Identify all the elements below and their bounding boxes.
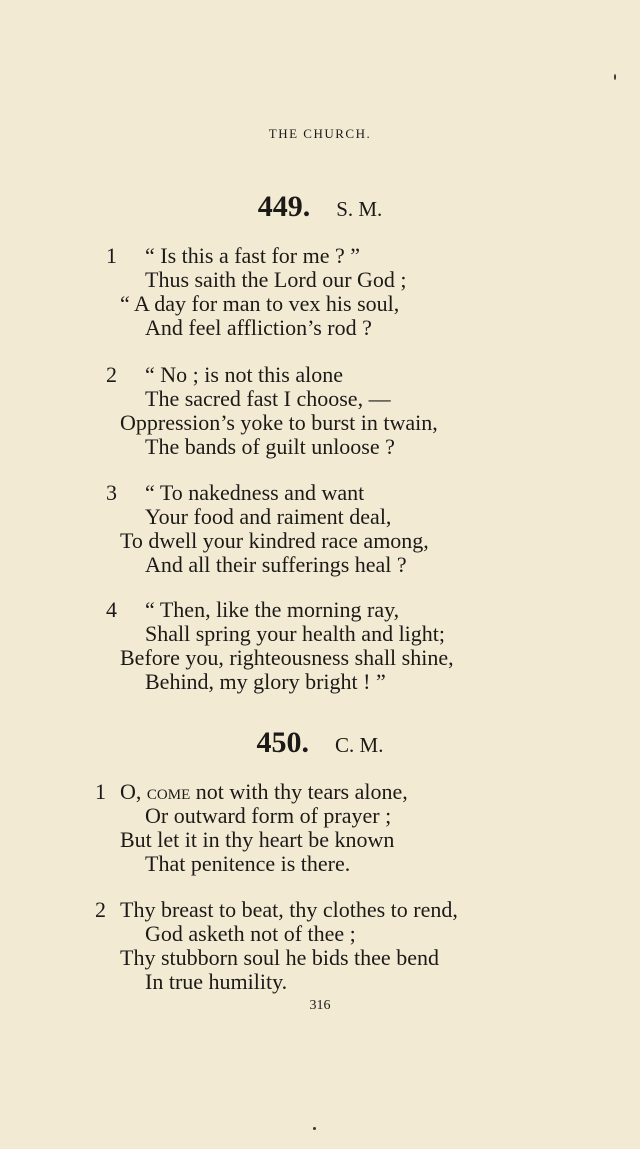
verse-line: Thy breast to beat, thy clothes to rend, (120, 897, 458, 922)
ink-speck (313, 1127, 316, 1130)
verse-line: “ No ; is not this alone (145, 362, 343, 387)
verse-line: “ Then, like the morning ray, (145, 597, 400, 622)
hymn-number: 450. (256, 726, 310, 759)
verse-line-rest: not with thy tears alone, (190, 779, 408, 804)
hymn-heading (0, 190, 640, 224)
ink-speck (614, 74, 616, 80)
verse-number: 1 (95, 779, 106, 804)
verse-number: 2 (95, 897, 106, 922)
verse-line: The sacred fast I choose, — (145, 386, 391, 411)
verse-line: “ Is this a fast for me ? ” (145, 243, 361, 268)
verse-line (120, 780, 408, 804)
verse-number: 1 (106, 243, 117, 268)
verse-line: God asketh not of thee ; (145, 921, 356, 946)
small-caps-word: come (146, 779, 191, 804)
verse-line: Shall spring your health and light; (145, 621, 446, 646)
hymn-number: 449. (257, 190, 311, 223)
verse-line: To dwell your kindred race among, (120, 528, 429, 553)
verse-number: 2 (106, 362, 117, 387)
verse-number: 4 (106, 597, 117, 622)
verse-line: “ A day for man to vex his soul, (120, 291, 400, 316)
verse-line: And feel affliction’s rod ? (145, 315, 372, 340)
page-number: 316 (309, 998, 331, 1013)
verse-line: The bands of guilt unloose ? (145, 434, 395, 459)
verse-line: But let it in thy heart be known (120, 827, 395, 852)
verse-number: 3 (106, 480, 117, 505)
hymn-meter: S. M. (336, 197, 383, 221)
verse-line: That penitence is there. (145, 851, 351, 876)
running-head: THE CHURCH. (268, 126, 372, 141)
verse-line: Your food and raiment deal, (145, 504, 392, 529)
verse-line: In true humility. (145, 969, 288, 994)
hymn-meter: C. M. (335, 733, 384, 757)
hymn-heading (0, 726, 640, 760)
verse-line: “ To nakedness and want (145, 480, 365, 505)
verse-line: And all their sufferings heal ? (145, 552, 407, 577)
verse-line: Oppression’s yoke to burst in twain, (120, 410, 438, 435)
verse-line: Thy stubborn soul he bids thee bend (120, 945, 439, 970)
verse-line: Before you, righteousness shall shine, (120, 645, 454, 670)
verse-line: Behind, my glory bright ! ” (145, 669, 386, 694)
verse-line: Thus saith the Lord our God ; (145, 267, 407, 292)
verse-line: Or outward form of prayer ; (145, 803, 392, 828)
verse-line-prefix: O, (120, 779, 147, 804)
